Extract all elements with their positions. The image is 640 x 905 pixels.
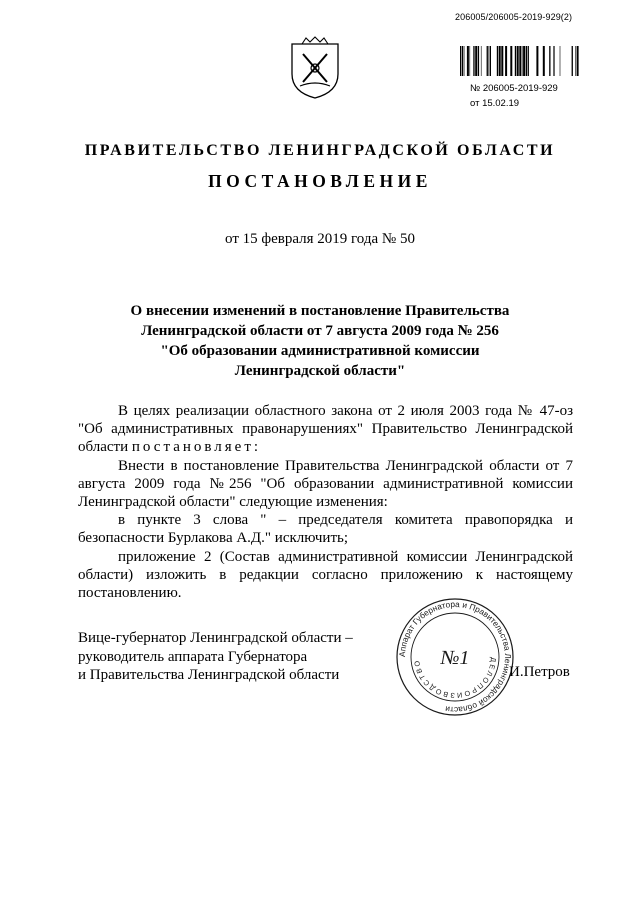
barcode-bar <box>553 46 554 76</box>
barcode-bar <box>475 46 477 76</box>
preamble-text: В целях реализации областного закона от 2 июля 2003 года № 47-оз "Об административных правонарушениях" Правительство Ленинградской области <box>78 403 573 456</box>
barcode-bar <box>481 46 482 76</box>
barcode-bar <box>460 46 461 76</box>
barcode-bar <box>554 46 555 76</box>
barcode-bar <box>487 46 488 76</box>
heading-line: Ленинградской области от 7 августа 2009 года № 256 <box>141 323 499 339</box>
barcode-bar <box>536 46 538 76</box>
stamp-number: №1 <box>440 647 470 669</box>
document-date-number: от 15 февраля 2019 года № 50 <box>225 231 415 247</box>
signatory-position <box>78 629 398 685</box>
barcode-bar <box>560 46 561 76</box>
organization-name: ПРАВИТЕЛЬСТВО ЛЕНИНГРАДСКОЙ ОБЛАСТИ <box>84 142 556 159</box>
coat-of-arms-emblem <box>288 36 342 100</box>
heading-line: "Об образовании административной комиссии <box>160 343 480 359</box>
barcode-bar <box>515 46 516 76</box>
barcode-bar <box>510 46 512 76</box>
registration-ref: 206005/206005-2019-929(2) <box>455 12 573 22</box>
barcode-bar <box>577 46 579 76</box>
document-body <box>78 402 573 602</box>
barcode-bar <box>572 46 573 76</box>
paragraph-preamble <box>78 402 573 457</box>
paragraph-appendix: приложение 2 (Состав административной комиссии Ленинградской области) изложить в редакции согласно приложению к настоящему постановлению. <box>78 548 573 602</box>
position-line: и Правительства Ленинградской области <box>78 667 340 683</box>
position-line: руководитель аппарата Губернатора <box>78 648 308 665</box>
barcode-bar <box>473 46 474 76</box>
paragraph-amend: Внести в постановление Правительства Ленинградской области от 7 августа 2009 года №256 "Об образовании административной комиссии Ленинградской области" следующие изменения: <box>78 457 573 511</box>
document-heading <box>100 301 540 381</box>
heading-line: Ленинградской области" <box>234 363 406 379</box>
barcode-bar <box>575 46 576 76</box>
barcode-bar <box>497 46 498 76</box>
document-type: ПОСТАНОВЛЕНИЕ <box>208 171 432 191</box>
barcode-bar <box>526 46 527 76</box>
registration-number: № 206005-2019-929 <box>470 83 558 94</box>
barcode-bar <box>490 46 491 76</box>
barcode-bar <box>549 46 550 76</box>
barcode-bar <box>505 46 507 76</box>
barcode-bar <box>464 46 465 76</box>
barcode-bar <box>462 46 463 76</box>
barcode-bar <box>523 46 525 76</box>
barcode-bar <box>489 46 490 76</box>
barcode-bar <box>478 46 479 76</box>
barcode <box>460 46 580 76</box>
paragraph-point-3: в пункте 3 слова " – председателя комитета правопорядка и безопасности Бурлакова А.Д." исключить; <box>78 512 573 547</box>
barcode-bar <box>499 46 501 76</box>
official-stamp <box>395 596 515 718</box>
barcode-bar <box>501 46 503 76</box>
barcode-bar <box>543 46 545 76</box>
barcode-bar <box>467 46 469 76</box>
barcode-bar <box>517 46 519 76</box>
stamp-inner-text: ДЕЛОПРОИЗВОДСТВО <box>411 656 499 701</box>
barcode-bar <box>519 46 521 76</box>
registration-date: от 15.02.19 <box>470 98 520 109</box>
stamp-outer-text: Аппарат Губернатора и Правительства Ленинградской области <box>396 598 514 716</box>
barcode-bar <box>528 46 529 76</box>
barcode-bar <box>470 46 471 76</box>
position-line: Вице-губернатор Ленинградской области – <box>78 630 353 646</box>
heading-line: О внесении изменений в постановление Правительства <box>130 303 510 319</box>
signatory-name: И.Петров <box>509 664 570 680</box>
barcode-bar <box>522 46 523 76</box>
resolves-word: постановляет: <box>131 439 262 456</box>
